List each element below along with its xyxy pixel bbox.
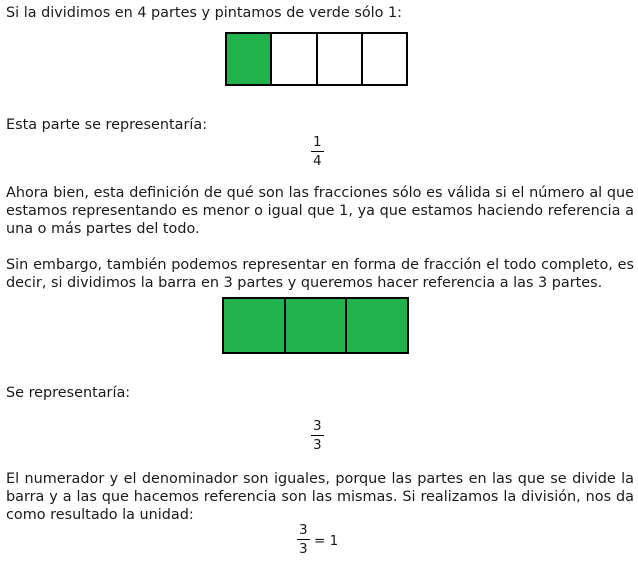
fraction-denominator: 3 — [313, 437, 322, 453]
bar-segment-empty — [272, 34, 317, 84]
bar-segment-filled — [227, 34, 272, 84]
fraction-numerator: 3 — [313, 418, 322, 434]
intro-text: Si la dividimos en 4 partes y pintamos de verde sólo 1: — [6, 5, 403, 21]
equation-numerator: 3 — [299, 522, 308, 538]
equation-result: = 1 — [314, 533, 339, 549]
bar-segment-filled — [286, 299, 348, 352]
bar-segment-filled — [347, 299, 407, 352]
fraction-numerator: 1 — [313, 134, 322, 150]
equation-denominator: 3 — [299, 541, 308, 557]
fraction-three-thirds — [311, 418, 324, 453]
whole-paragraph: Sin embargo, también podemos representar en forma de fracción el todo completo, es decir, si dividimos la barra en 3 partes y queremos hacer referencia a las 3 partes. — [6, 257, 634, 291]
conclusion-paragraph: El numerador y el denominador son iguales, porque las partes en las que se divide la barra y a las que hacemos referencia son las mismas. Si realizamos la división, nos da como resultado la unidad: — [6, 471, 634, 523]
representation-label-2: Se representaría: — [6, 385, 131, 401]
bar-segment-empty — [318, 34, 363, 84]
definition-paragraph: Ahora bien, esta definición de qué son las fracciones sólo es válida si el número al que estamos representando es menor o igual que 1, ya que estamos haciendo referencia a una o más partes del todo. — [6, 185, 634, 237]
fraction-one-quarter — [311, 134, 324, 169]
fraction-denominator: 4 — [313, 153, 322, 169]
fraction-bar-thirds — [222, 297, 409, 354]
bar-segment-empty — [363, 34, 406, 84]
representation-label: Esta parte se representaría: — [6, 117, 208, 133]
fraction-bar-quarters — [225, 32, 408, 86]
equation-fraction — [297, 522, 310, 557]
bar-segment-filled — [224, 299, 286, 352]
